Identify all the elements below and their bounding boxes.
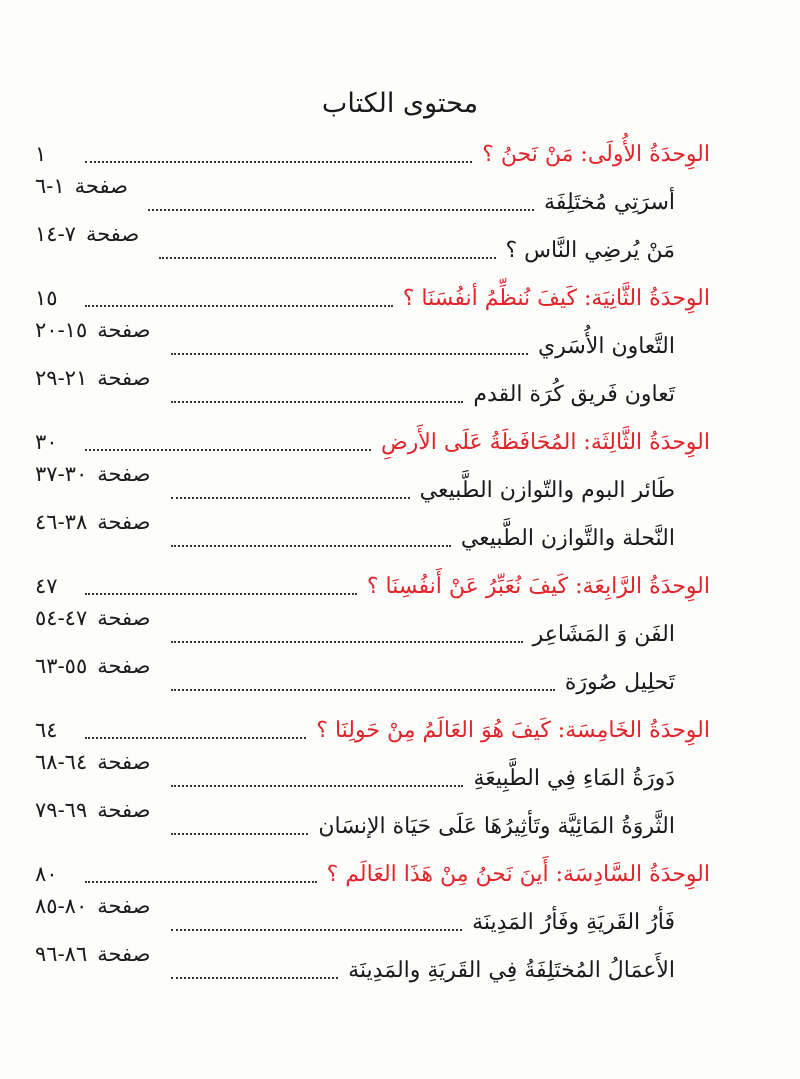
page-word: صفحة xyxy=(85,222,140,246)
dot-leader xyxy=(171,401,464,403)
page-range: ٣٨-٤٦ xyxy=(35,510,88,534)
lesson-title: طَائر البوم والتّوازن الطَّبيعي xyxy=(419,477,675,503)
page-word: صفحة xyxy=(97,750,151,774)
dot-leader xyxy=(85,305,393,307)
page-reference xyxy=(35,462,151,486)
toc-lesson xyxy=(0,174,800,226)
page-word: صفحة xyxy=(97,654,151,678)
dot-leader xyxy=(85,593,357,595)
dot-leader xyxy=(171,353,528,355)
toc-unit-3 xyxy=(0,418,800,466)
page-word: صفحة xyxy=(97,462,151,486)
toc-lesson xyxy=(0,798,800,850)
page-reference xyxy=(35,222,139,246)
page-number: ٦٤ xyxy=(35,718,58,742)
lesson-title: النَّحلة والتَّوازن الطَّبيعي xyxy=(460,525,675,551)
page-number: ٨٠ xyxy=(35,862,58,886)
page-word: صفحة xyxy=(97,798,151,822)
page-range: ٦٩-٧٩ xyxy=(35,798,88,822)
dot-leader xyxy=(85,161,472,163)
lesson-title: أسرَتِي مُختَلِفَة xyxy=(544,189,675,215)
toc-lesson xyxy=(0,462,800,514)
page-number: ١٥ xyxy=(35,286,58,310)
toc-unit-6 xyxy=(0,850,800,898)
dot-leader xyxy=(171,641,523,643)
page-word: صفحة xyxy=(97,606,151,630)
page-reference xyxy=(35,606,151,630)
unit-title: الوِحدَةُ الرَّابِعَة: كَيفَ نُعَبِّرُ عَنْ أَنفُسِنَا ؟ xyxy=(366,573,710,599)
lesson-title: الثَّروَةُ المَائِيَّة وتَأثِيرُهَا عَلَى حَيَاة الإنسَان xyxy=(318,813,675,839)
dot-leader xyxy=(171,689,555,691)
page-reference xyxy=(35,798,151,822)
page-title: محتوى الكتاب xyxy=(321,88,479,119)
toc-lesson xyxy=(0,318,800,370)
page-word: صفحة xyxy=(97,942,151,966)
page-word: صفحة xyxy=(97,894,151,918)
lesson-title: فَأرُ القَريَةِ وفَأرُ المَدِينَة xyxy=(472,909,675,935)
lesson-title: الأَعمَالُ المُختَلِفَةُ فِي القَريَةِ والمَدِينَة xyxy=(348,957,675,983)
page-number: ١ xyxy=(35,142,47,166)
page-reference xyxy=(35,942,151,966)
page-number: ٣٠ xyxy=(35,430,58,454)
toc-lesson xyxy=(0,894,800,946)
lesson-title: الفَن وَ المَشَاعِر xyxy=(532,621,675,647)
page-range: ٥٥-٦٣ xyxy=(35,654,88,678)
dot-leader xyxy=(171,929,463,931)
dot-leader xyxy=(159,257,495,259)
page-reference xyxy=(35,174,128,198)
lesson-title: مَنْ يُرضِي النَّاس ؟ xyxy=(505,237,675,263)
lesson-title: التَّعاون الأُسَري xyxy=(538,333,675,359)
unit-title: الوِحدَةُ السَّادِسَة: أَينَ نَحنُ مِنْ هَذَا العَالَم ؟ xyxy=(326,861,710,887)
page-range: ٢١-٢٩ xyxy=(35,366,88,390)
lesson-title: تَعاون فَريق كُرَة القدم xyxy=(473,381,675,407)
toc-lesson xyxy=(0,654,800,706)
toc-lesson xyxy=(0,510,800,562)
lesson-title: تَحلِيل صُورَة xyxy=(564,669,675,695)
dot-leader xyxy=(85,449,371,451)
page-range: ١٥-٢٠ xyxy=(35,318,88,342)
toc-unit-2 xyxy=(0,274,800,322)
dot-leader xyxy=(148,209,534,211)
page-range: ٨٦-٩٦ xyxy=(35,942,88,966)
toc-lesson xyxy=(0,222,800,274)
page-reference xyxy=(35,894,151,918)
page-word: صفحة xyxy=(97,318,151,342)
dot-leader xyxy=(171,785,464,787)
dot-leader xyxy=(171,497,410,499)
page-reference xyxy=(35,366,151,390)
toc-unit-4 xyxy=(0,562,800,610)
page-word: صفحة xyxy=(97,510,151,534)
table-of-contents xyxy=(0,130,800,994)
dot-leader xyxy=(171,977,339,979)
page-reference xyxy=(35,654,151,678)
dot-leader xyxy=(85,881,317,883)
unit-title: الوِحدَةُ الثَّانِيَة: كَيفَ نُنظِّمُ أنفُسَنَا ؟ xyxy=(402,285,710,311)
page-word: صفحة xyxy=(97,366,151,390)
unit-title: الوِحدَةُ الأُولَى: مَنْ نَحنُ ؟ xyxy=(482,141,710,167)
page-reference xyxy=(35,318,151,342)
dot-leader xyxy=(171,833,309,835)
dot-leader xyxy=(171,545,451,547)
page-number: ٤٧ xyxy=(35,574,58,598)
page-word: صفحة xyxy=(74,174,128,198)
unit-title: الوِحدَةُ الثَّالِثَة: المُحَافَظَةُ عَلَى الأَرضِ xyxy=(381,429,710,455)
lesson-title: دَورَةُ المَاءِ فِي الطَّبِيعَةِ xyxy=(473,765,675,791)
toc-unit-1 xyxy=(0,130,800,178)
toc-lesson xyxy=(0,606,800,658)
toc-unit-5 xyxy=(0,706,800,754)
page-range: ٧-١٤ xyxy=(35,222,76,246)
dot-leader xyxy=(85,737,306,739)
page-reference xyxy=(35,510,151,534)
page-range: ١-٦ xyxy=(35,174,65,198)
toc-lesson xyxy=(0,750,800,802)
page-reference xyxy=(35,750,151,774)
toc-lesson xyxy=(0,366,800,418)
page-range: ٨٠-٨٥ xyxy=(35,894,88,918)
page-range: ٣٠-٣٧ xyxy=(35,462,88,486)
unit-title: الوِحدَةُ الخَامِسَة: كَيفَ هُوَ العَالَمُ مِنْ حَولِنَا ؟ xyxy=(316,717,710,743)
page-range: ٤٧-٥٤ xyxy=(35,606,88,630)
toc-lesson xyxy=(0,942,800,994)
page-range: ٦٤-٦٨ xyxy=(35,750,88,774)
